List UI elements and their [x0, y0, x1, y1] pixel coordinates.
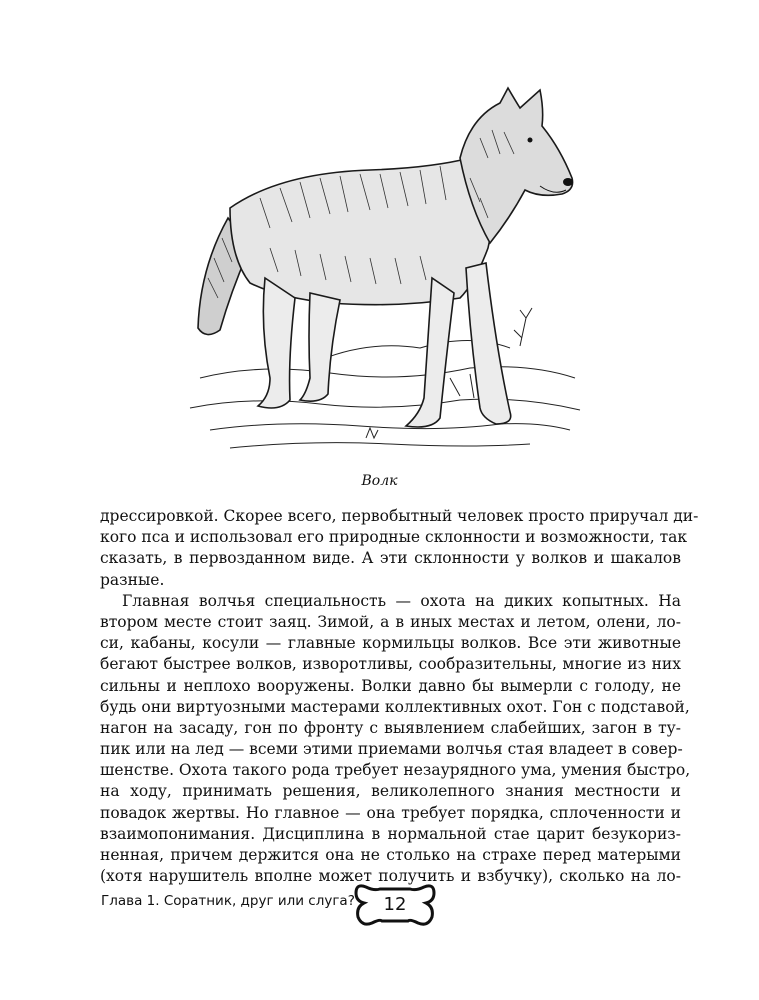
- page-number: 12: [383, 894, 407, 915]
- text-line: Главная волчья специальность — охота на диких копытных. На: [122, 591, 681, 610]
- text-line: дрессировкой. Скорее всего, первобытный человек просто приручал ди-: [100, 507, 699, 525]
- text-line: нагон на засаду, гон по фронту с выявлением слабейших, загон в ту-: [100, 718, 681, 737]
- text-line: кого пса и использовал его природные склонности и возможности, так: [100, 528, 688, 547]
- text-line: сильны и неплохо вооружены. Волки давно бы вымерли с голоду, не: [100, 676, 681, 695]
- text-line: ненная, причем держится она не столько на страхе перед матерыми: [100, 846, 681, 864]
- text-line: сказать, в первозданном виде. А эти склонности у волков и шакалов: [100, 549, 681, 568]
- text-line: си, кабаны, косули — главные кормильцы волков. Все эти животные: [100, 634, 681, 653]
- text-line: (хотя нарушитель вполне может получить и взбучку), сколько на ло-: [100, 867, 681, 886]
- body-text: [100, 506, 699, 887]
- wolf-illustration: [170, 78, 590, 464]
- text-line: разные.: [100, 570, 165, 589]
- text-line: пик или на лед — всеми этими приемами волчья стая владеет в совер-: [100, 740, 683, 759]
- chapter-title: Глава 1. Соратник, друг или слуга?: [101, 893, 355, 909]
- text-line: будь они виртуозными мастерами коллективных охот. Гон с подставой,: [100, 697, 690, 716]
- text-line: шенстве. Охота такого рода требует незаурядного ума, умения быстро,: [100, 761, 691, 780]
- text-line: повадок жертвы. Но главное — она требует порядка, сплоченности и: [100, 803, 681, 822]
- text-line: на ходу, принимать решения, великолепного знания местности и: [100, 782, 681, 801]
- text-line: втором месте стоит заяц. Зимой, а в иных местах и летом, олени, ло-: [100, 612, 681, 631]
- figure-caption: Волк: [361, 473, 398, 489]
- text-line: бегают быстрее волков, изворотливы, сообразительны, многие из них: [100, 655, 681, 674]
- text-line: взаимопонимания. Дисциплина в нормальной стае царит безукориз-: [100, 824, 681, 843]
